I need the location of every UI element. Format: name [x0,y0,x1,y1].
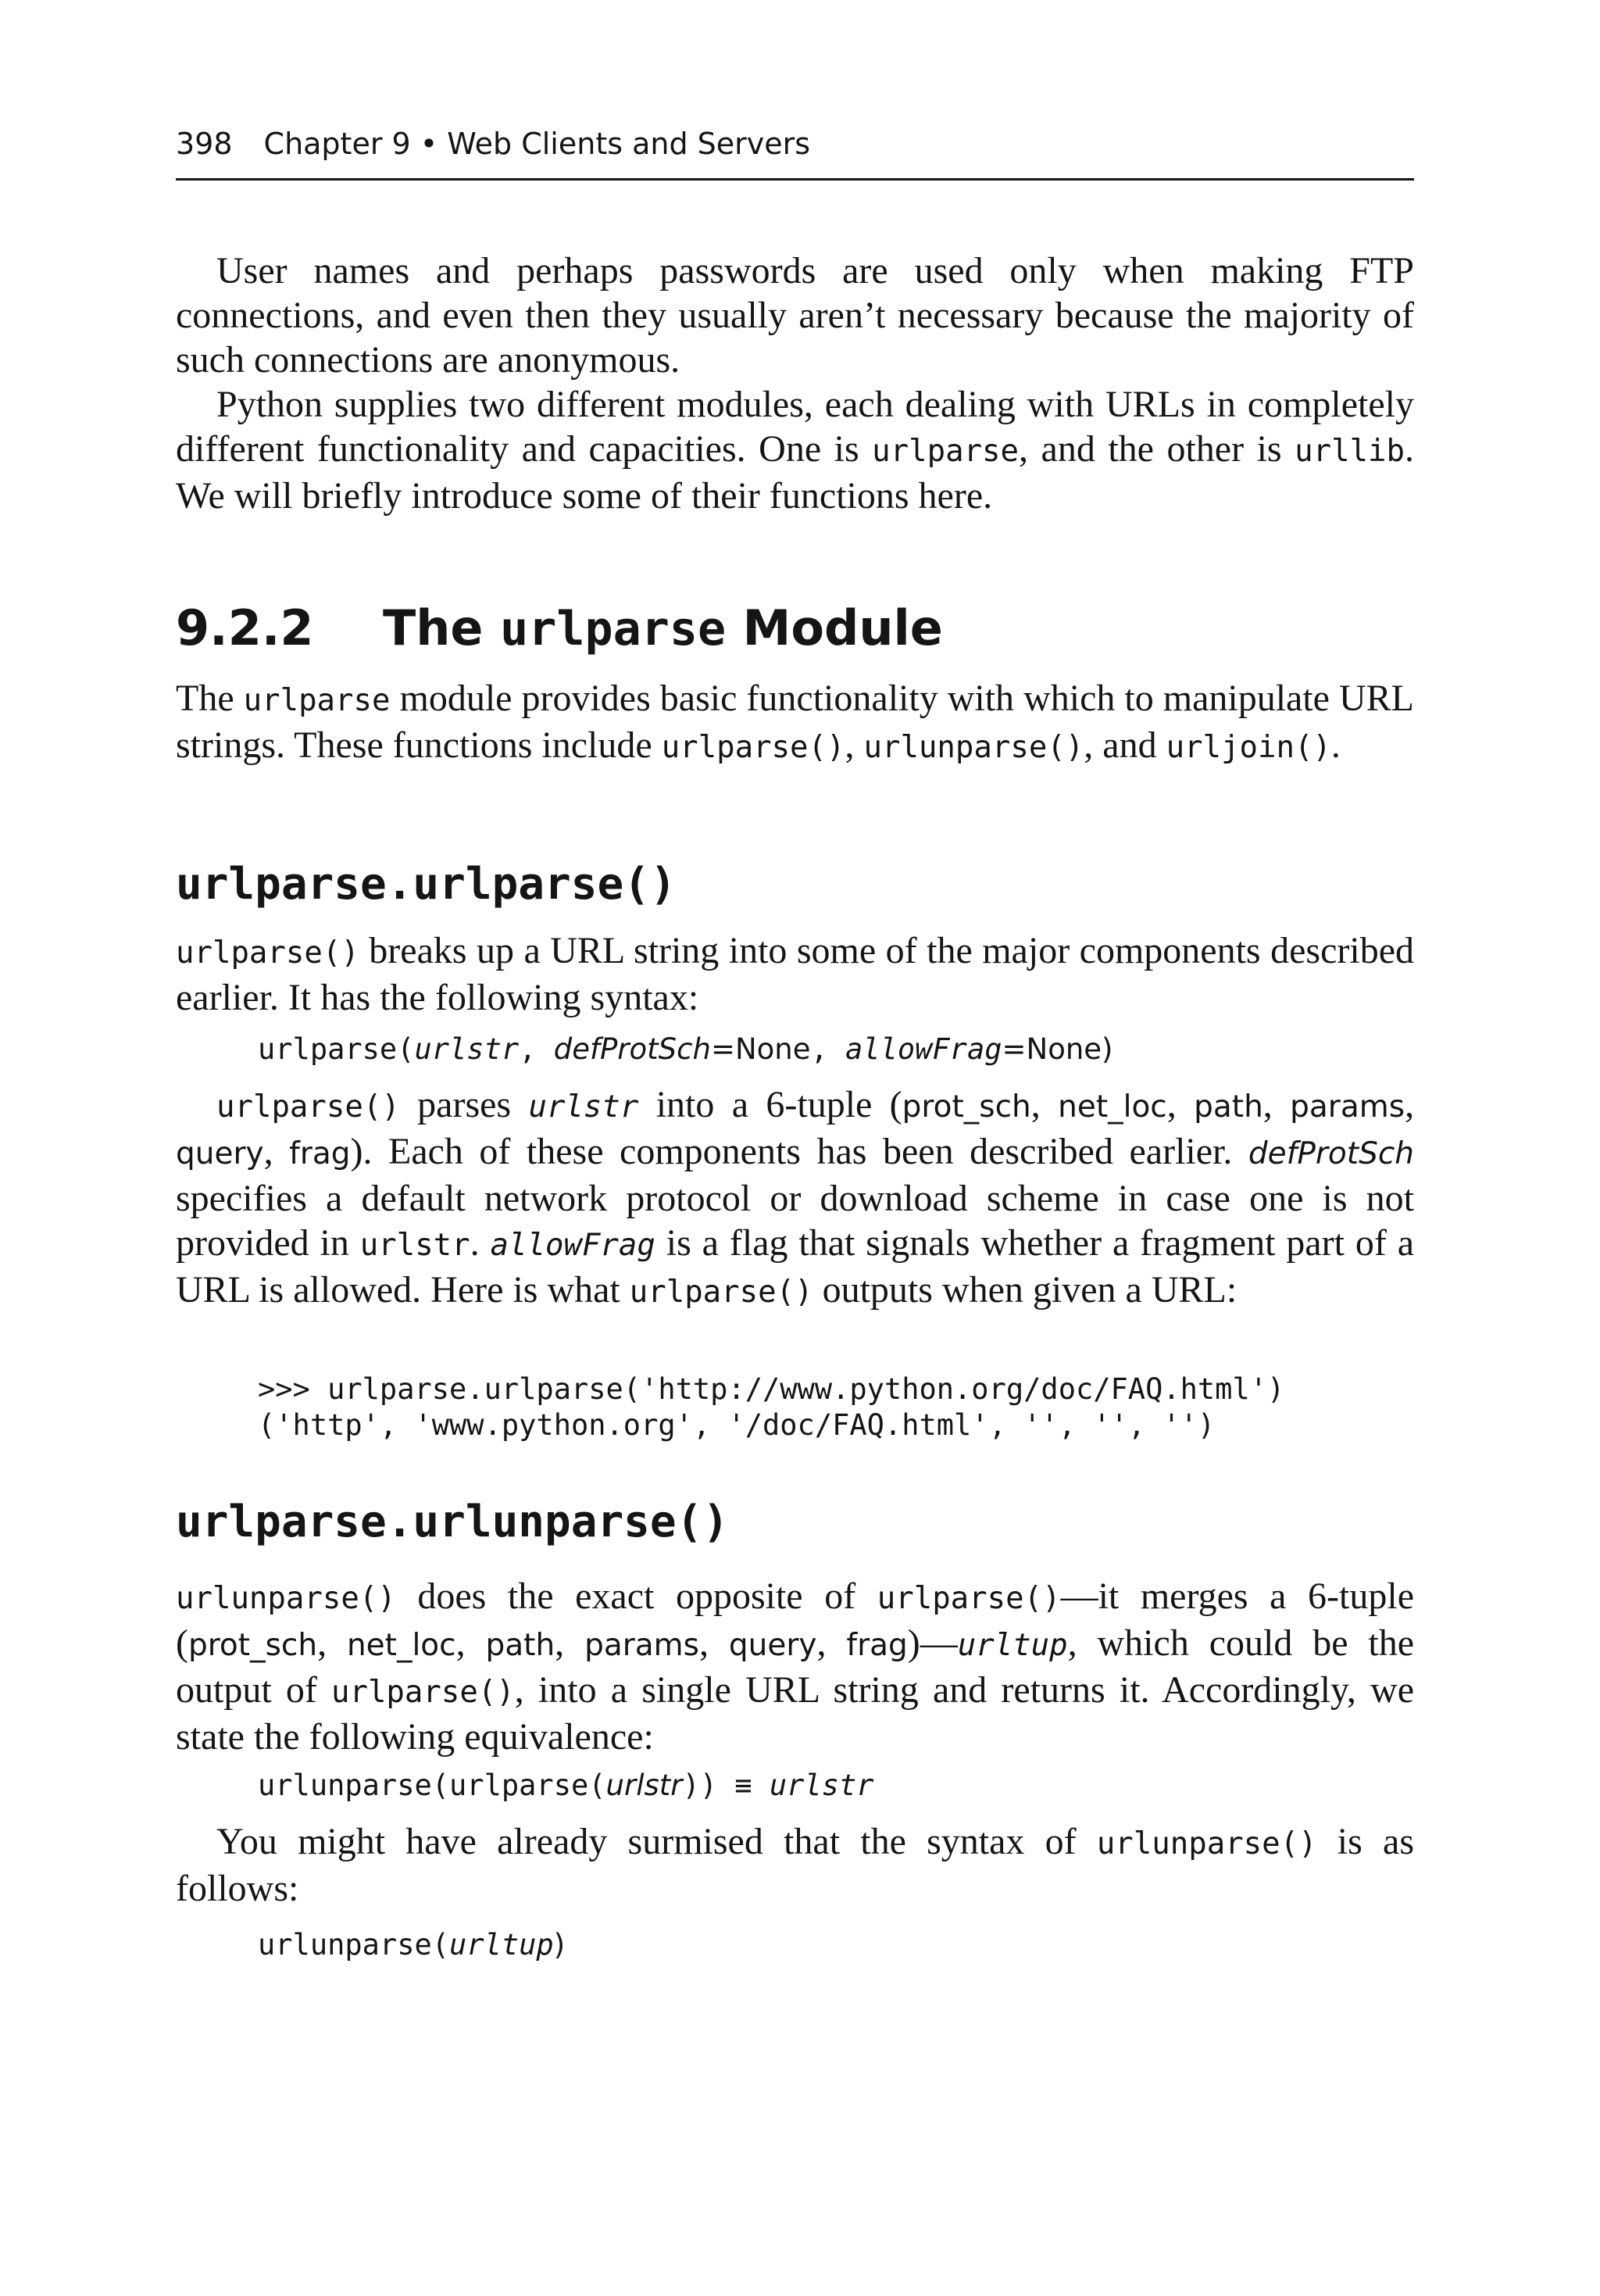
text-run: )— [907,1622,958,1664]
func2-description [176,1574,1414,1759]
text-run: The [176,678,244,719]
param-allowfrag: allowFrag [845,1032,1002,1066]
text-run: breaks up a URL string into some of the major components described earlier. It has the following syntax: [176,930,1414,1018]
section-title-text: Module [726,599,943,656]
tuple-field: net_loc [1058,1089,1167,1125]
section-number: 9.2.2 [176,599,314,656]
code-run: , [810,1032,846,1066]
param-defprotsch: defProtSch [553,1032,711,1066]
code-run: ) [553,1928,566,1962]
syntax-line [176,1927,1414,1963]
text-run: , [698,1622,729,1664]
section-heading [176,597,1414,660]
tuple-field: path [1194,1089,1263,1125]
section-heading-block [176,597,1414,660]
text-run: ). Each of these components has been described earlier. [350,1131,1248,1172]
func1-paragraph [176,1082,1414,1314]
example-line-1: >>> urlparse.urlparse('http://www.python.org/doc/FAQ.html') [258,1372,1285,1406]
section-paragraph [176,676,1414,770]
section-title-code: urlparse [500,602,727,656]
inline-code-italic: urltup [957,1628,1068,1663]
tuple-field: params [584,1628,699,1663]
text-run: , [455,1622,486,1664]
text-run: , [317,1622,347,1664]
text-run: , [816,1622,847,1664]
text-run: —it merges a 6-tuple ( [176,1575,1414,1664]
inline-code: urlparse() [216,1089,400,1125]
example-line-2: ('http', 'www.python.org', '/doc/FAQ.html', '', '', '') [258,1408,1216,1442]
intro-paragraph-1: User names and perhaps passwords are used only when making FTP connections, and even then they usually aren’t necessary because the majority of such connections are anonymous. [176,250,1414,381]
inline-code: urlunparse() [176,1581,396,1616]
func2-paragraph-2 [176,1819,1414,1911]
text-run: specifies a default network protocol or download scheme in case one is not provided in [176,1178,1414,1264]
inline-code: urlparse() [661,730,845,765]
func2-paragraph-1 [176,1574,1414,1759]
func1-body [176,1082,1414,1314]
running-header [176,125,1414,180]
text-run: , [1262,1084,1291,1125]
tuple-field: query [728,1628,817,1663]
intro-text [176,249,1414,518]
func2-syntax [176,1927,1414,1963]
code-run: urlunparse( [258,1928,450,1962]
text-run: module provides basic functionality with which to manipulate URL strings. These functions include [176,678,1414,766]
text-run: , into a single URL string and returns it. Accordingly, we state the following equivalence: [176,1669,1414,1758]
code-run: =None [710,1032,811,1066]
inline-code: urlstr [359,1228,470,1263]
text-run: . We will briefly introduce some of their functions here. [176,428,1415,517]
code-run: urlparse( [258,1032,415,1066]
text-run: , which could be the output of [176,1622,1415,1711]
syntax-line [176,1032,1414,1068]
running-title: Chapter 9 • Web Clients and Servers [263,127,811,161]
func-heading-urlparse: urlparse.urlparse() [176,859,677,910]
header-rule [176,178,1414,181]
param-urlstr: urlstr [414,1032,520,1066]
equivalence-line [176,1768,1414,1804]
code-run: , [519,1032,554,1066]
func1-description [176,928,1414,1020]
inline-code-italic: allowFrag [490,1228,655,1263]
text-run: outputs when given a URL: [812,1269,1238,1311]
inline-code: urlparse() [629,1275,813,1310]
tuple-field: frag [289,1136,351,1171]
inline-code: urlunparse() [1096,1826,1317,1861]
text-run: is as follows: [176,1821,1415,1909]
text-run: . [470,1222,491,1264]
text-run: , [1166,1084,1195,1125]
tuple-field: prot_sch [902,1089,1031,1125]
tuple-field: prot_sch [188,1628,318,1663]
tuple-field: params [1290,1089,1405,1125]
func2-heading-block [176,1494,1414,1550]
text-run: , and the other is [1019,428,1295,470]
text-run: . [1330,724,1341,766]
inline-code: urllib [1295,434,1405,469]
func1-syntax [176,1032,1414,1068]
text-run: is a flag that signals whether a fragment part of a URL is allowed. Here is what [176,1222,1415,1311]
func1-desc-paragraph [176,928,1414,1020]
code-run: ) [1102,1032,1113,1066]
tuple-field: frag [846,1628,908,1663]
text-run: , [1405,1084,1415,1125]
tuple-field: path [485,1628,555,1663]
intro-paragraph-2 [176,382,1414,518]
func-heading-urlunparse: urlparse.urlunparse() [176,1497,730,1547]
text-run: , [263,1131,290,1172]
inline-code: urlparse() [176,935,359,971]
page-number: 398 [176,127,233,161]
code-run: =None [1002,1032,1102,1066]
text-run: , [555,1622,585,1664]
section-intro [176,676,1414,770]
param-urlstr: urlstr [605,1768,683,1802]
code-run [752,1768,770,1802]
text-run: You might have already surmised that the syntax of [216,1821,1097,1862]
inline-code: urlparse() [330,1675,515,1710]
inline-code: urlparse [243,683,391,718]
text-run: Python supplies two different modules, each dealing with URLs in completely different functionality and capacities. One is [176,384,1414,470]
code-run: urlunparse(urlparse( [258,1768,606,1802]
param-urltup: urltup [449,1928,554,1962]
text-run: into a 6-tuple ( [638,1084,902,1125]
code-run: )) [682,1768,735,1802]
func2-body [176,1819,1414,1911]
inline-code: urlparse [872,434,1020,469]
func2-equivalence [176,1768,1414,1804]
inline-code: urlunparse() [863,730,1084,765]
inline-code-italic: urlstr [528,1089,639,1125]
text-run: , [845,724,864,766]
text-run: , [1030,1084,1059,1125]
func1-example [176,1372,1414,1443]
tuple-field: query [176,1136,264,1171]
func1-heading-block [176,857,1414,913]
equivalence-symbol: ≡ [734,1768,752,1802]
italic-term: defProtSch [1248,1136,1414,1171]
text-run: parses [399,1084,529,1125]
text-run: does the exact opposite of [395,1575,877,1617]
inline-code: urlparse() [877,1581,1061,1616]
param-urlstr: urlstr [769,1768,874,1802]
section-title-text: The [383,599,501,656]
tuple-field: net_loc [346,1628,456,1663]
inline-code: urljoin() [1166,730,1331,765]
text-run: , and [1084,724,1166,766]
